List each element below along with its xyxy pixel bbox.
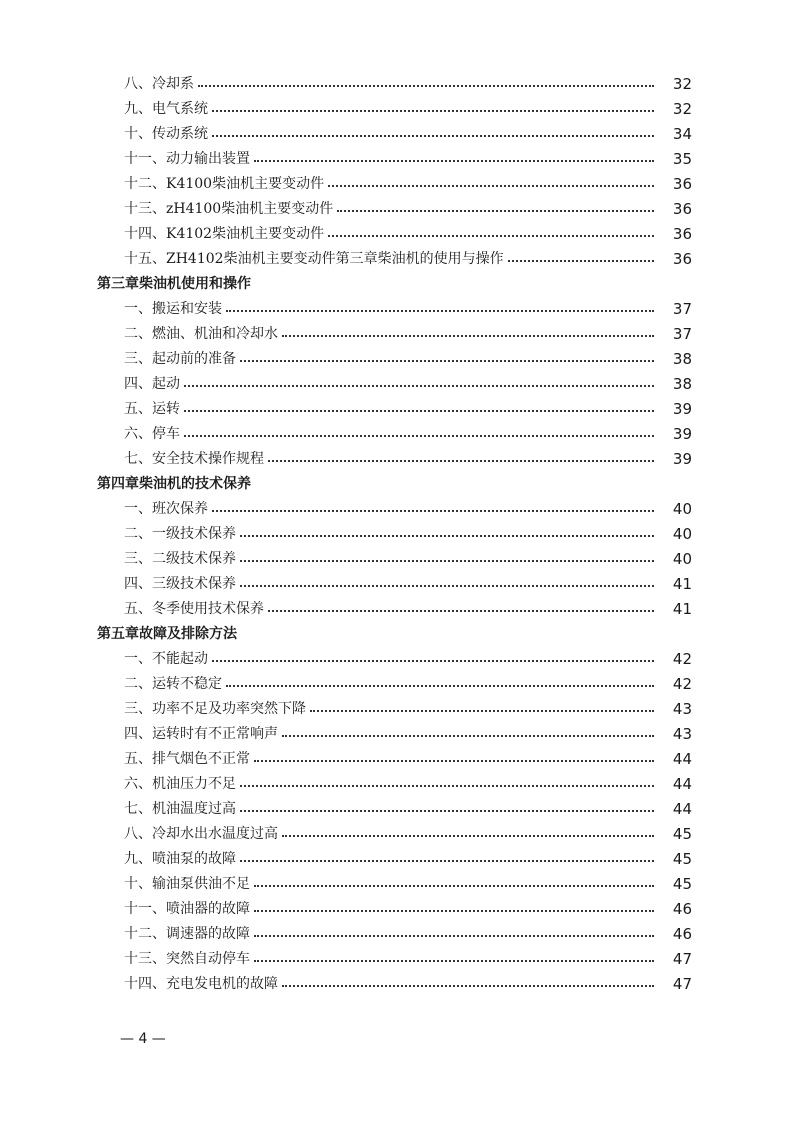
toc-entry: [0, 322, 798, 347]
toc-page-number: 39: [672, 400, 692, 418]
toc-entry-label: 一、班次保养: [124, 501, 208, 517]
toc-entry: [0, 297, 798, 322]
dot-leader: [282, 835, 654, 837]
toc-entry: [0, 747, 798, 772]
dot-leader: [240, 360, 654, 362]
dot-leader: [240, 535, 654, 537]
toc-entry-label: 一、搬运和安装: [124, 301, 222, 317]
toc-entry: [0, 547, 798, 572]
dot-leader: [184, 410, 654, 412]
dot-leader: [212, 510, 654, 512]
toc-page-number: 40: [672, 525, 692, 543]
toc-entry: [0, 722, 798, 747]
toc-page-number: 41: [672, 600, 692, 618]
toc-page-number: 37: [672, 325, 692, 343]
toc-page-number: 35: [672, 150, 692, 168]
toc-page-number: 44: [672, 750, 692, 768]
dot-leader: [198, 85, 654, 87]
toc-page-number: 41: [672, 575, 692, 593]
toc-page-number: 47: [672, 950, 692, 968]
page-number-footer: — 4 —: [120, 1031, 166, 1047]
toc-entry-label: 一、不能起动: [124, 651, 208, 667]
chapter-heading: 第五章故障及排除方法: [97, 626, 237, 642]
dot-leader: [310, 710, 654, 712]
toc-entry: [0, 522, 798, 547]
toc-entry: [0, 672, 798, 697]
toc-page-number: 42: [672, 650, 692, 668]
dot-leader: [508, 260, 654, 262]
toc-page-number: 40: [672, 550, 692, 568]
toc-entry: [0, 572, 798, 597]
dot-leader: [282, 985, 654, 987]
toc-entry: [0, 497, 798, 522]
toc-page-number: 45: [672, 875, 692, 893]
toc-entry-label: 十、传动系统: [124, 126, 208, 142]
toc-entry-label: 七、机油温度过高: [124, 801, 236, 817]
toc-entry-label: 八、冷却系: [124, 76, 194, 92]
toc-entry: [0, 397, 798, 422]
toc-entry-label: 九、电气系统: [124, 101, 208, 117]
toc-entry: [0, 72, 798, 97]
toc-page-number: 36: [672, 175, 692, 193]
toc-page-number: 46: [672, 925, 692, 943]
dot-leader: [254, 760, 654, 762]
toc-entry-label: 七、安全技术操作规程: [124, 451, 264, 467]
dot-leader: [254, 960, 654, 962]
toc-entry-label: 九、喷油泵的故障: [124, 851, 236, 867]
dot-leader: [337, 210, 654, 212]
dot-leader: [240, 585, 654, 587]
dot-leader: [328, 185, 654, 187]
toc-entry-label: 三、功率不足及功率突然下降: [124, 701, 306, 717]
toc-entry: [0, 647, 798, 672]
toc-page-number: 43: [672, 700, 692, 718]
toc-page-number: 32: [672, 100, 692, 118]
toc-entry-label: 十四、K4102柴油机主要变动件: [124, 226, 325, 242]
toc-page-number: 36: [672, 200, 692, 218]
toc-entry-label: 二、一级技术保养: [124, 526, 236, 542]
toc-entry: [0, 372, 798, 397]
toc-entry-label: 五、运转: [124, 401, 180, 417]
toc-page-number: 44: [672, 800, 692, 818]
dot-leader: [328, 235, 654, 237]
dot-leader: [240, 560, 654, 562]
chapter-heading: 第三章柴油机使用和操作: [97, 276, 251, 292]
dot-leader: [282, 335, 654, 337]
toc-page-number: 38: [672, 375, 692, 393]
dot-leader: [212, 135, 654, 137]
dot-leader: [254, 935, 654, 937]
toc-entry-label: 四、运转时有不正常响声: [124, 726, 278, 742]
toc-page-number: 45: [672, 850, 692, 868]
toc-entry-label: 六、机油压力不足: [124, 776, 236, 792]
toc-entry-label: 二、燃油、机油和冷却水: [124, 326, 278, 342]
toc-page-number: 38: [672, 350, 692, 368]
toc-entry-label: 四、起动: [124, 376, 180, 392]
toc-entry: [0, 197, 798, 222]
toc-entry-label: 十三、突然自动停车: [124, 951, 250, 967]
toc-entry: [0, 697, 798, 722]
toc-entry-label: 十五、ZH4102柴油机主要变动件第三章柴油机的使用与操作: [124, 251, 504, 267]
dot-leader: [254, 160, 654, 162]
toc-entry-label: 十二、K4100柴油机主要变动件: [124, 176, 325, 192]
toc-page-number: 46: [672, 900, 692, 918]
toc-page-number: 32: [672, 75, 692, 93]
toc-entry-label: 十一、动力输出装置: [124, 151, 250, 167]
dot-leader: [212, 660, 654, 662]
toc-entry-label: 十二、调速器的故障: [124, 926, 250, 942]
toc-entry: [0, 947, 798, 972]
toc-page-number: 39: [672, 450, 692, 468]
toc-entry-label: 六、停车: [124, 426, 180, 442]
toc-entry: [0, 97, 798, 122]
dot-leader: [268, 460, 654, 462]
toc-entry: [0, 597, 798, 622]
toc-entry: [0, 822, 798, 847]
toc-page-number: 34: [672, 125, 692, 143]
toc-page-number: 42: [672, 675, 692, 693]
toc-entry: [0, 347, 798, 372]
table-of-contents: [0, 72, 798, 997]
toc-entry-label: 十、输油泵供油不足: [124, 876, 250, 892]
toc-entry: [0, 447, 798, 472]
dot-leader: [226, 685, 654, 687]
chapter-heading: 第四章柴油机的技术保养: [97, 476, 251, 492]
toc-entry: [0, 422, 798, 447]
toc-page-number: 36: [672, 225, 692, 243]
toc-entry: [0, 972, 798, 997]
toc-page-number: 40: [672, 500, 692, 518]
toc-entry: [0, 897, 798, 922]
dot-leader: [240, 860, 654, 862]
dot-leader: [240, 785, 654, 787]
dot-leader: [212, 110, 654, 112]
dot-leader: [240, 810, 654, 812]
toc-entry-label: 三、起动前的准备: [124, 351, 236, 367]
toc-entry: [0, 222, 798, 247]
toc-page-number: 43: [672, 725, 692, 743]
toc-page-number: 44: [672, 775, 692, 793]
dot-leader: [282, 735, 654, 737]
toc-entry-label: 五、排气烟色不正常: [124, 751, 250, 767]
toc-entry: [0, 147, 798, 172]
toc-entry-label: 十四、充电发电机的故障: [124, 976, 278, 992]
dot-leader: [184, 385, 654, 387]
toc-entry-label: 八、冷却水出水温度过高: [124, 826, 278, 842]
toc-entry-label: 十三、zH4100柴油机主要变动件: [124, 201, 334, 217]
toc-entry: [0, 772, 798, 797]
dot-leader: [268, 610, 654, 612]
dot-leader: [184, 435, 654, 437]
dot-leader: [226, 310, 654, 312]
toc-page-number: 36: [672, 250, 692, 268]
dot-leader: [254, 910, 654, 912]
toc-page-number: 47: [672, 975, 692, 993]
toc-entry: [0, 247, 798, 272]
toc-entry: [0, 872, 798, 897]
toc-entry-label: 五、冬季使用技术保养: [124, 601, 264, 617]
toc-page-number: 37: [672, 300, 692, 318]
toc-entry-label: 三、二级技术保养: [124, 551, 236, 567]
toc-entry-label: 四、三级技术保养: [124, 576, 236, 592]
toc-entry: [0, 797, 798, 822]
toc-entry-label: 十一、喷油器的故障: [124, 901, 250, 917]
toc-entry: [0, 172, 798, 197]
toc-entry: [0, 122, 798, 147]
dot-leader: [254, 885, 654, 887]
toc-page-number: 39: [672, 425, 692, 443]
toc-page-number: 45: [672, 825, 692, 843]
toc-entry: [0, 847, 798, 872]
toc-entry: [0, 922, 798, 947]
toc-entry-label: 二、运转不稳定: [124, 676, 222, 692]
